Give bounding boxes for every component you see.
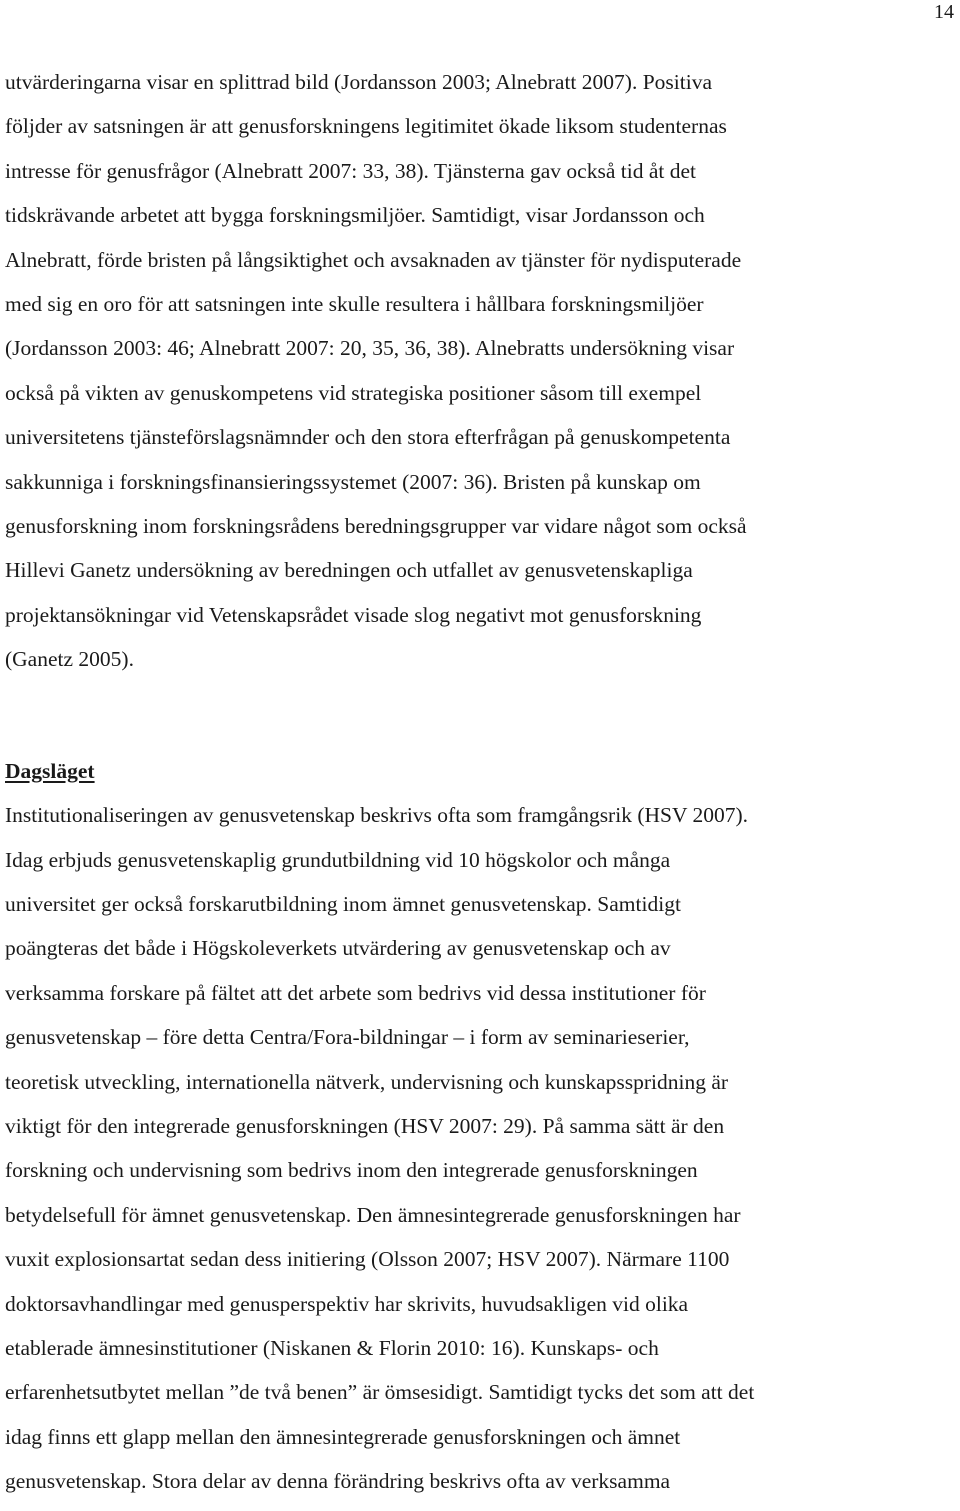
text-line: verksamma forskare på fältet att det arbete som bedrivs vid dessa institutioner för [5,980,706,1005]
text-line: projektansökningar vid Vetenskapsrådet visade slog negativt mot genusforskning [5,602,702,627]
text-line: poängteras det både i Högskoleverkets utvärdering av genusvetenskap och av [5,936,671,961]
text-line: etablerade ämnesinstitutioner (Niskanen & Florin 2010: 16). Kunskaps- och [5,1335,659,1360]
text-line: doktorsavhandlingar med genusperspektiv har skrivits, huvudsakligen vid olika [5,1291,689,1316]
text-line: erfarenhetsutbytet mellan ”de två benen” är ömsesidigt. Samtidigt tycks det som att det [5,1380,755,1405]
text-line: forskning och undervisning som bedrivs inom den integrerade genusforskningen [5,1158,698,1183]
section-heading: Dagsläget [5,758,95,783]
text-line: Idag erbjuds genusvetenskaplig grundutbildning vid 10 högskolor och många [5,847,671,872]
paragraph-current-situation [5,793,955,1504]
text-line: (Jordansson 2003: 46; Alnebratt 2007: 20, 35, 36, 38). Alnebratts undersökning visar [5,336,735,361]
text-line: genusforskning inom forskningsrådens beredningsgrupper var vidare något som också [5,514,747,539]
text-line: intresse för genusfrågor (Alnebratt 2007: 33, 38). Tjänsterna gav också tid åt det [5,158,696,183]
text-line: universitet ger också forskarutbildning inom ämnet genusvetenskap. Samtidigt [5,891,681,916]
text-line: viktigt för den integrerade genusforskningen (HSV 2007: 29). På samma sätt är den [5,1113,725,1138]
text-line: följder av satsningen är att genusforskningens legitimitet ökade liksom studenternas [5,114,727,139]
paragraph-previous-studies [5,60,955,682]
text-line: betydelsefull för ämnet genusvetenskap. Den ämnesintegrerade genusforskningen har [5,1202,741,1227]
text-line: Alnebratt, förde bristen på långsiktighet och avsaknaden av tjänster för nydisputerade [5,247,742,272]
text-line: (Ganetz 2005). [5,647,134,672]
text-line: också på vikten av genuskompetens vid strategiska positioner såsom till exempel [5,380,702,405]
text-line: utvärderingarna visar en splittrad bild (Jordansson 2003; Alnebratt 2007). Positiva [5,70,712,94]
text-line: genusvetenskap. Stora delar av denna förändring beskrivs ofta av verksamma [5,1469,671,1494]
text-line: universitetens tjänsteförslagsnämnder och den stora efterfrågan på genuskompetenta [5,425,731,450]
text-line: Hillevi Ganetz undersökning av beredningen och utfallet av genusvetenskapliga [5,558,693,583]
text-line: tidskrävande arbetet att bygga forskningsmiljöer. Samtidigt, visar Jordansson och [5,203,705,228]
text-line: vuxit explosionsartat sedan dess initiering (Olsson 2007; HSV 2007). Närmare 1100 [5,1247,730,1272]
text-line: med sig en oro för att satsningen inte skulle resultera i hållbara forskningsmiljöer [5,292,704,317]
page-number: 14 [934,1,954,23]
text-line: sakkunniga i forskningsfinansieringssystemet (2007: 36). Bristen på kunskap om [5,469,701,494]
text-line: idag finns ett glapp mellan den ämnesintegrerade genusforskningen och ämnet [5,1424,681,1449]
text-line: teoretisk utveckling, internationella nätverk, undervisning och kunskapsspridning är [5,1069,729,1094]
text-line: Institutionaliseringen av genusvetenskap beskrivs ofta som framgångsrik (HSV 2007). [5,803,749,828]
text-line: genusvetenskap – före detta Centra/Fora-bildningar – i form av seminarieserier, [5,1025,690,1050]
document-body [5,60,955,1504]
